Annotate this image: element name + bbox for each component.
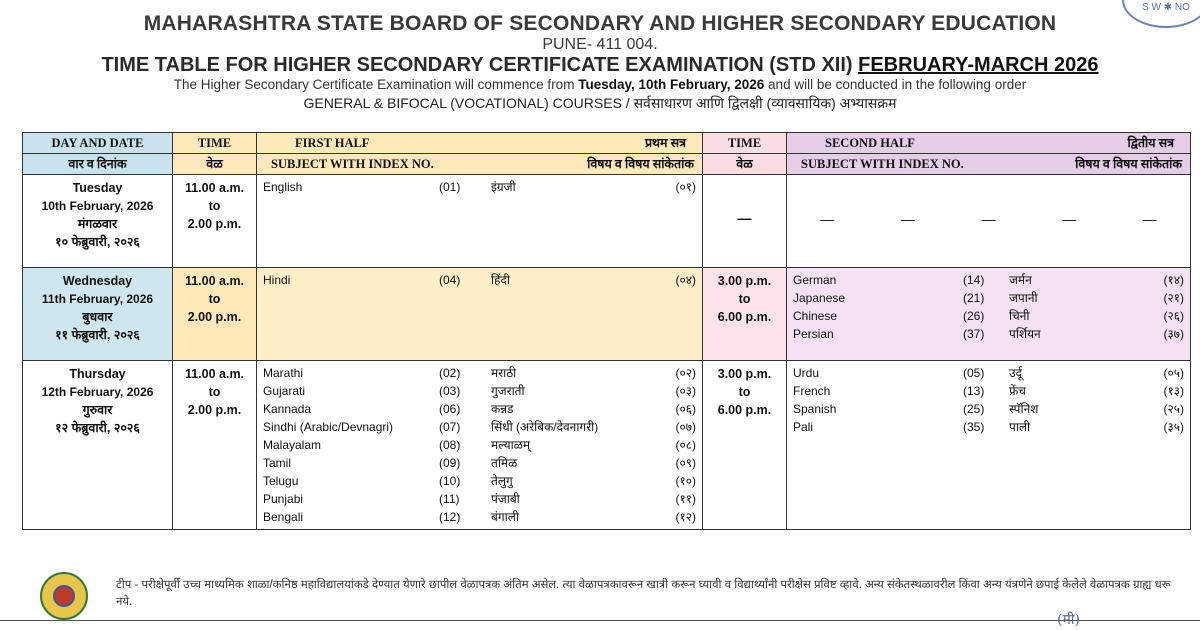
day-date-cell [23, 268, 173, 361]
subject-name: Punjabi [263, 492, 304, 506]
courses-line: GENERAL & BIFOCAL (VOCATIONAL) COURSES / सर्वसाधारण आणि द्विलक्षी (व्यावसायिक) अभ्यासक्रम [303, 95, 897, 111]
subject-code-mr: (०१) [675, 180, 696, 194]
subject-code: (02) [439, 366, 461, 380]
subject-name: German [793, 273, 837, 287]
header-row [23, 133, 1191, 154]
date-mr: १२ फेब्रुवारी, २०२६ [55, 421, 140, 435]
col-time2-head-mr: वेळ [703, 154, 787, 175]
time-end: 2.00 p.m. [187, 217, 242, 231]
time2-dash: — [737, 210, 752, 226]
subject-item [263, 382, 696, 400]
subject-code: (25) [963, 402, 985, 416]
subject-name-mr: फ्रेंच [1009, 384, 1026, 398]
subject-code-mr: (०२) [675, 366, 696, 380]
subject-name-mr: कन्नड [491, 402, 514, 416]
subject-name-mr: स्पॅनिश [1009, 402, 1039, 416]
subject-item [793, 307, 1184, 325]
time2-start: 3.00 p.m. [717, 274, 772, 288]
subject-code: (08) [439, 438, 461, 452]
subject-name: Telugu [263, 474, 299, 488]
table-row [23, 175, 1191, 268]
time2-start: 3.00 p.m. [717, 367, 772, 381]
subject-name: Kannada [263, 402, 312, 416]
subject-code: (21) [963, 291, 985, 305]
second-half-subjects [787, 175, 1191, 268]
first-half-mr: प्रथम सत्र [644, 136, 686, 150]
title-main: TIME TABLE FOR HIGHER SECONDARY CERTIFICATE EXAMINATION (STD XII) [101, 54, 859, 76]
dash: — [900, 211, 915, 227]
subject-name: French [793, 384, 831, 398]
subject-name-mr: तमिळ [491, 456, 518, 470]
signature: (मी) [1057, 612, 1080, 628]
subject-code: (05) [963, 366, 985, 380]
subject-item [263, 271, 696, 289]
title-session: FEBRUARY-MARCH 2026 [858, 54, 1099, 76]
second-subject-head [787, 154, 1191, 175]
subject-name-mr: पर्शियन [1009, 327, 1041, 341]
subject-name: Spanish [793, 402, 837, 416]
intro-post: and will be conducted in the following order [764, 77, 1027, 92]
subj-head-mr: विषय व विषय सांकेतांक [587, 157, 694, 171]
subject-name-mr: मल्याळम् [491, 438, 531, 452]
subject-name-mr: मराठी [491, 366, 517, 380]
subject-name: Japanese [793, 291, 846, 305]
subject-code: (06) [439, 402, 461, 416]
date-en: 12th February, 2026 [41, 385, 154, 399]
subject-item [263, 436, 696, 454]
subject-item [793, 400, 1184, 418]
footer-note: टीप - परीक्षेपूर्वी उच्च माध्यमिक शाळा/कनिष्ठ महाविद्यालयांकडे देण्यात येणारे छापील वेळापत्रक अंतिम असेल. त्या वेळापत्रकावरून खात्री करून घ्यावी व विद्यार्थ्यांनी परीक्षेस प्रविष्ट व्हावे. अन्य संकेतस्थळावरील किंवा अन्य यंत्रणेने छपाई केलेले वेळापत्रक ग्राह्य धरू नये. [116, 579, 1171, 608]
first-subject-head [257, 154, 703, 175]
time-end: 2.00 p.m. [187, 403, 242, 417]
subject-code-mr: (०८) [675, 438, 696, 452]
time-start: 11.00 a.m. [184, 274, 245, 288]
time-cell [173, 361, 257, 530]
subject-code-mr: (०४) [675, 273, 696, 287]
subject-item [263, 418, 696, 436]
first-half-subjects [257, 175, 703, 268]
subject-name-mr: चिनी [1009, 309, 1030, 323]
timetable [22, 132, 1191, 530]
col-day-head: DAY AND DATE [23, 133, 173, 154]
time-end: 2.00 p.m. [187, 310, 242, 324]
subject-code: (03) [439, 384, 461, 398]
time-to: to [208, 199, 221, 213]
subject-code: (13) [963, 384, 985, 398]
subject-code-mr: (१३) [1163, 384, 1184, 398]
subject-item [263, 472, 696, 490]
subject-code-mr: (१२) [675, 510, 696, 524]
subject-item [263, 454, 696, 472]
day-date-cell [23, 175, 173, 268]
empty-dashes [787, 175, 1190, 227]
subject-name-mr: उर्दू [1009, 366, 1022, 380]
subject-name: Hindi [263, 273, 291, 287]
subject-code: (26) [963, 309, 985, 323]
time2-cell [703, 361, 787, 530]
table-row [23, 361, 1191, 530]
subject-code-mr: (१०) [675, 474, 696, 488]
subject-name: Marathi [263, 366, 304, 380]
time2-to: to [738, 385, 751, 399]
subject-code: (10) [439, 474, 461, 488]
subject-name-mr: गुजराती [491, 384, 525, 398]
subject-code: (09) [439, 456, 461, 470]
subject-name: Persian [793, 327, 834, 341]
subj2-head-mr: विषय व विषय सांकेतांक [1075, 157, 1182, 171]
col-time-head: TIME [173, 133, 257, 154]
footer-divider [0, 620, 1200, 621]
board-logo-icon [40, 572, 88, 620]
dash: — [981, 211, 996, 227]
day-en: Thursday [69, 367, 126, 381]
subject-name: Malayalam [263, 438, 322, 452]
subject-name-mr: बंगाली [491, 510, 519, 524]
first-half-subjects [257, 361, 703, 530]
day-date-cell [23, 361, 173, 530]
subject-code-mr: (२५) [1163, 402, 1184, 416]
dash: — [1062, 211, 1077, 227]
time2-end: 6.00 p.m. [717, 310, 772, 324]
board-address: PUNE- 411 004. [542, 36, 658, 53]
subject-item [793, 325, 1184, 343]
col-second-half-head [787, 133, 1191, 154]
subheader-row [23, 154, 1191, 175]
day-mr: मंगळवार [77, 217, 118, 231]
document-title [0, 54, 1200, 77]
day-en: Wednesday [62, 274, 133, 288]
date-en: 10th February, 2026 [41, 199, 154, 213]
time-start: 11.00 a.m. [184, 367, 245, 381]
subj2-head-en: SUBJECT WITH INDEX NO. [801, 157, 964, 171]
subject-code-mr: (१४) [1163, 273, 1184, 287]
subject-item [793, 271, 1184, 289]
subject-code-mr: (२६) [1163, 309, 1184, 323]
board-name: MAHARASHTRA STATE BOARD OF SECONDARY AND HIGHER SECONDARY EDUCATION [143, 12, 1057, 35]
subject-name-mr: सिंधी (अरेबिक/देवनागरी) [491, 420, 599, 434]
date-en: 11th February, 2026 [41, 292, 154, 306]
time2-cell [703, 175, 787, 268]
subject-code: (35) [963, 420, 985, 434]
subject-name-mr: पाली [1009, 420, 1031, 434]
subject-code: (37) [963, 327, 985, 341]
subject-code-mr: (११) [675, 492, 696, 506]
day-mr: बुधवार [82, 310, 113, 324]
subject-name: Tamil [263, 456, 292, 470]
subject-item [793, 418, 1184, 436]
second-half-subjects [787, 361, 1191, 530]
time2-to: to [738, 292, 751, 306]
subject-name-mr: तेलुगु [491, 474, 513, 488]
time-start: 11.00 a.m. [184, 181, 245, 195]
col-day-head-mr: वार व दिनांक [23, 154, 173, 175]
subject-item [793, 289, 1184, 307]
time2-cell [703, 268, 787, 361]
subject-item [263, 508, 696, 526]
subject-code-mr: (३७) [1163, 327, 1184, 341]
time-cell [173, 175, 257, 268]
seal-text: S W ✱ NO [1142, 2, 1190, 13]
subject-code-mr: (२१) [1163, 291, 1184, 305]
intro-pre: The Higher Secondary Certificate Examination will commence from [173, 77, 579, 92]
subject-code-mr: (०६) [675, 402, 696, 416]
subject-name-mr: जपानी [1009, 291, 1038, 305]
time2-end: 6.00 p.m. [717, 403, 772, 417]
subject-item [263, 364, 696, 382]
subject-code-mr: (०७) [675, 420, 696, 434]
time-to: to [208, 292, 221, 306]
subject-name: Bengali [263, 510, 304, 524]
subject-name: Pali [793, 420, 814, 434]
subject-name: English [263, 180, 303, 194]
subject-name: Chinese [793, 309, 838, 323]
time-cell [173, 268, 257, 361]
subject-code-mr: (०३) [675, 384, 696, 398]
subject-name: Gujarati [263, 384, 306, 398]
col-time-head-mr: वेळ [173, 154, 257, 175]
date-mr: १० फेब्रुवारी, २०२६ [55, 235, 140, 249]
second-half-en: SECOND HALF [825, 136, 915, 150]
subject-name: Urdu [793, 366, 820, 380]
col-time2-head: TIME [703, 133, 787, 154]
day-mr: गुरुवार [82, 403, 113, 417]
intro-text [0, 77, 1200, 92]
subject-code: (04) [439, 273, 461, 287]
subject-code-mr: (०९) [675, 456, 696, 470]
date-mr: ११ फेब्रुवारी, २०२६ [55, 328, 140, 342]
subject-item [263, 400, 696, 418]
subject-code-mr: (०५) [1163, 366, 1184, 380]
dash: — [820, 211, 835, 227]
subject-name-mr: जर्मन [1009, 273, 1032, 287]
second-half-mr: द्वितीय सत्र [1127, 136, 1174, 150]
time-to: to [208, 385, 221, 399]
subject-name-mr: हिंदी [491, 273, 510, 287]
subject-code: (01) [439, 180, 461, 194]
subject-code-mr: (३५) [1163, 420, 1184, 434]
subject-item [263, 490, 696, 508]
subj-head-en: SUBJECT WITH INDEX NO. [271, 157, 434, 171]
second-half-subjects [787, 268, 1191, 361]
subject-name-mr: इंग्रजी [491, 180, 516, 194]
subject-name: Sindhi (Arabic/Devnagri) [263, 420, 394, 434]
intro-date: Tuesday, 10th February, 2026 [578, 77, 765, 92]
subject-item [263, 178, 696, 196]
subject-code: (11) [439, 492, 460, 506]
dash: — [1142, 211, 1157, 227]
subject-code: (12) [439, 510, 461, 524]
first-half-en: FIRST HALF [295, 136, 370, 150]
subject-code: (07) [439, 420, 461, 434]
subject-item [793, 382, 1184, 400]
subject-item [793, 364, 1184, 382]
table-row [23, 268, 1191, 361]
subject-code: (14) [963, 273, 985, 287]
subject-name-mr: पंजाबी [491, 492, 520, 506]
first-half-subjects [257, 268, 703, 361]
day-en: Tuesday [72, 181, 123, 195]
col-first-half-head [257, 133, 703, 154]
